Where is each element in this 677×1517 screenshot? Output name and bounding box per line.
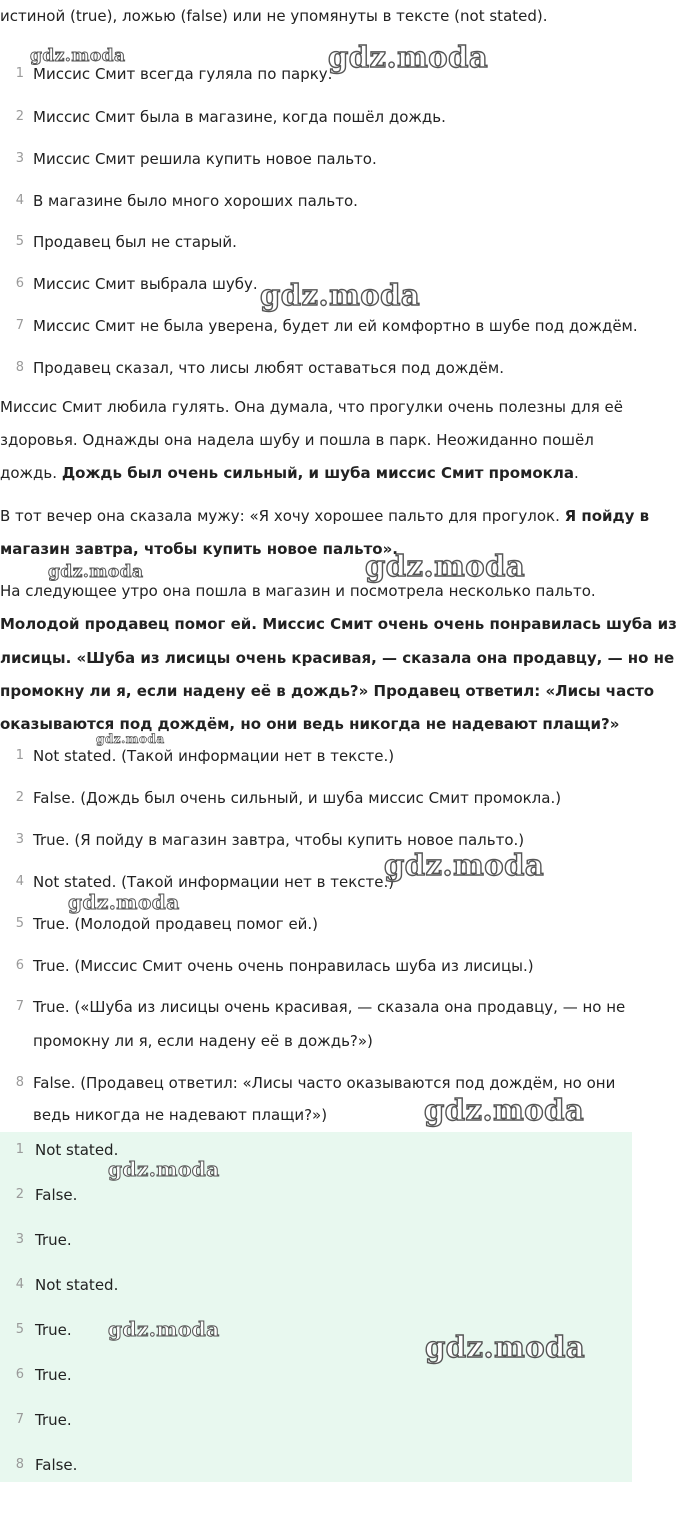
story-line — [0, 463, 579, 483]
story-line — [0, 614, 677, 634]
item-number: 1 — [15, 1142, 24, 1157]
item-number: 1 — [15, 748, 24, 763]
story-line: Миссис Смит любила гулять. Она думала, что прогулки очень полезны для её — [0, 398, 623, 416]
statement-text: Продавец сказал, что лисы любят оставаться под дождём. — [33, 359, 504, 377]
statement-text: Миссис Смит решила купить новое пальто. — [33, 150, 377, 168]
answer-text: Not stated. (Такой информации нет в тексте.) — [33, 747, 395, 765]
item-number: 1 — [15, 66, 24, 81]
story-fragment: дождь. — [0, 464, 62, 482]
story-highlight: Дождь был очень сильный, и шуба миссис Смит промокла — [61, 464, 574, 482]
intro-text: истиной (true), ложью (false) или не упомянуты в тексте (not stated). — [0, 7, 548, 25]
item-number: 3 — [15, 832, 24, 847]
statement-text: Миссис Смит выбрала шубу. — [33, 275, 258, 293]
statement-text: Миссис Смит не была уверена, будет ли ей комфортно в шубе под дождём. — [33, 317, 638, 335]
answer-continuation: ведь никогда не надевают плащи?») — [33, 1106, 328, 1124]
summary-text: Not stated. — [35, 1141, 119, 1159]
story-highlight: оказываются под дождём, но они ведь никогда не надевают плащи?» — [0, 715, 620, 733]
summary-text: True. — [35, 1321, 72, 1339]
item-number: 5 — [15, 1322, 24, 1337]
summary-text: True. — [35, 1411, 72, 1429]
watermark: gdz.moda — [108, 1317, 220, 1341]
item-number: 2 — [15, 109, 24, 124]
story-highlight: Я пойду в — [564, 507, 650, 525]
item-number: 6 — [15, 276, 24, 291]
answer-text: Not stated. (Такой информации нет в тексте.) — [33, 873, 395, 891]
story-line: На следующее утро она пошла в магазин и посмотрела несколько пальто. — [0, 582, 596, 600]
item-number: 3 — [15, 151, 24, 166]
statement-text: Миссис Смит была в магазине, когда пошёл дождь. — [33, 108, 446, 126]
story-line — [0, 506, 649, 526]
item-number: 6 — [15, 1367, 24, 1382]
answer-text: True. (Молодой продавец помог ей.) — [33, 915, 319, 933]
story-line — [0, 648, 674, 668]
story-fragment: В тот вечер она сказала мужу: «Я хочу хорошее пальто для прогулок. — [0, 507, 565, 525]
statement-text: В магазине было много хороших пальто. — [33, 192, 358, 210]
item-number: 4 — [15, 874, 24, 889]
answer-text: False. (Дождь был очень сильный, и шуба миссис Смит промокла.) — [33, 789, 562, 807]
summary-text: True. — [35, 1366, 72, 1384]
story-highlight: лисицы. «Шуба из лисицы очень красивая, — сказала она продавцу, — но не — [0, 649, 675, 667]
item-number: 4 — [15, 1277, 24, 1292]
story-fragment: . — [573, 464, 579, 482]
watermark: gdz.moda — [30, 46, 126, 66]
item-number: 5 — [15, 234, 24, 249]
item-number: 5 — [15, 916, 24, 931]
watermark: gdz.moda — [384, 848, 545, 882]
watermark: gdz.moda — [96, 732, 165, 746]
story-highlight: промокну ли я, если надену её в дождь?» Продавец ответил: «Лисы часто — [0, 682, 655, 700]
story-line — [0, 714, 619, 734]
summary-text: Not stated. — [35, 1276, 119, 1294]
watermark: gdz.moda — [425, 1330, 586, 1364]
answer-continuation: промокну ли я, если надену её в дождь?») — [33, 1032, 373, 1050]
item-number: 2 — [15, 790, 24, 805]
watermark: gdz.moda — [365, 549, 526, 583]
item-number: 8 — [15, 360, 24, 375]
item-number: 7 — [15, 318, 24, 333]
summary-text: False. — [35, 1186, 78, 1204]
item-number: 3 — [15, 1232, 24, 1247]
story-line — [0, 539, 398, 559]
answer-text: True. (Миссис Смит очень очень понравилась шуба из лисицы.) — [33, 957, 534, 975]
summary-text: False. — [35, 1456, 78, 1474]
watermark: gdz.moda — [68, 890, 180, 914]
story-highlight: магазин завтра, чтобы купить новое пальто». — [0, 540, 398, 558]
watermark: gdz.moda — [48, 562, 144, 582]
summary-block — [0, 1132, 632, 1482]
item-number: 8 — [15, 1075, 24, 1090]
watermark: gdz.moda — [260, 278, 421, 312]
item-number: 8 — [15, 1457, 24, 1472]
item-number: 7 — [15, 1412, 24, 1427]
statement-text: Миссис Смит всегда гуляла по парку. — [33, 65, 333, 83]
statement-text: Продавец был не старый. — [33, 233, 237, 251]
item-number: 4 — [15, 193, 24, 208]
story-highlight: Молодой продавец помог ей. Миссис Смит очень очень понравилась шуба из — [0, 615, 677, 633]
answer-text: True. (Я пойду в магазин завтра, чтобы купить новое пальто.) — [33, 831, 525, 849]
item-number: 2 — [15, 1187, 24, 1202]
watermark: gdz.moda — [424, 1093, 585, 1127]
watermark: gdz.moda — [108, 1157, 220, 1181]
story-line: здоровья. Однажды она надела шубу и пошла в парк. Неожиданно пошёл — [0, 431, 594, 449]
summary-text: True. — [35, 1231, 72, 1249]
item-number: 7 — [15, 999, 24, 1014]
item-number: 6 — [15, 958, 24, 973]
watermark: gdz.moda — [328, 40, 489, 74]
answer-text: True. («Шуба из лисицы очень красивая, — сказала она продавцу, — но не — [33, 998, 626, 1016]
answer-text: False. (Продавец ответил: «Лисы часто оказываются под дождём, но они — [33, 1074, 616, 1092]
story-line — [0, 681, 654, 701]
